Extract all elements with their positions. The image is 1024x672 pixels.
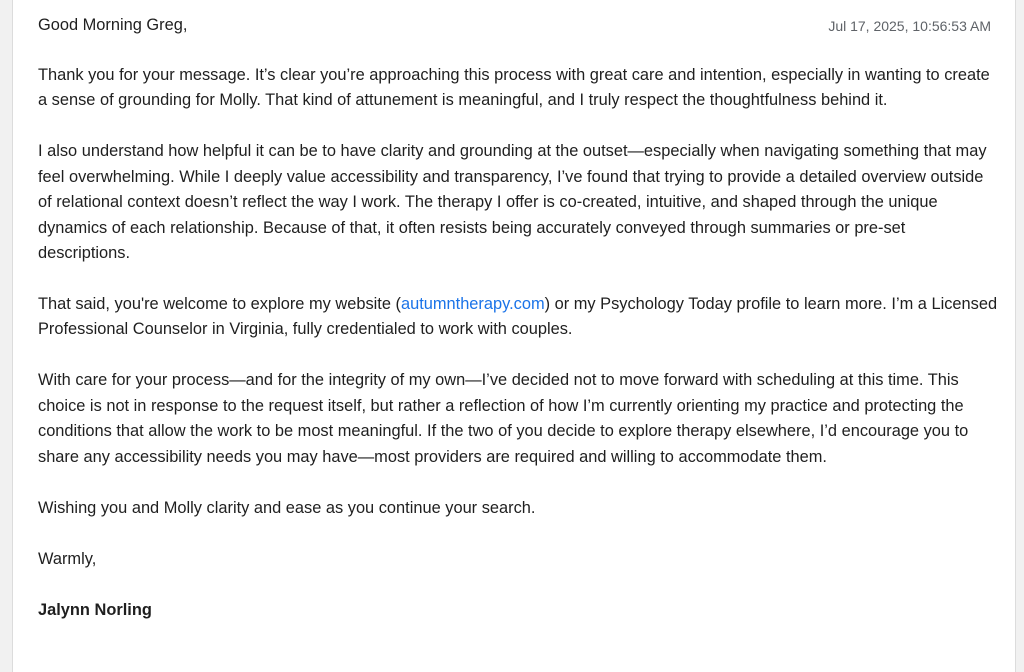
- website-link[interactable]: autumntherapy.com: [400, 295, 545, 314]
- paragraph-decision: With care for your process—and for the integrity of my own—I’ve decided not to move forward with scheduling at this time. This choice is not in response to the request itself, but rather a reflection of how I’m currently orienting my practice and protecting the conditions that allow the work to be most meaningful. If the two of you decide to explore therapy elsewhere, I’d encourage you to share any accessibility needs you may have—most providers are required and willing to accommodate them.: [38, 371, 969, 466]
- paragraph-website-text-end: ) or my Psychology Today profile to learn more. I’m a Licensed Professional Counselor in Virginia, fully credentialed to work with couples.: [38, 295, 998, 339]
- closing-text: Warmly,: [38, 549, 97, 568]
- signature-name: Jalynn Norling: [38, 600, 152, 619]
- paragraph-approach: I also understand how helpful it can be to have clarity and grounding at the outset—especially when navigating something that may feel overwhelming. While I deeply value accessibility and transparency, I’ve found that trying to provide a detailed overview outside of relational context doesn’t reflect the way I work. The therapy I offer is co-created, intuitive, and shaped through the unique dynamics of each relationship. Because of that, it often resists being accurately conveyed through summaries or pre-set descriptions.: [38, 142, 987, 263]
- email-message: [12, 0, 1016, 672]
- greeting-text: Good Morning Greg,: [38, 16, 188, 34]
- paragraph-thanks: Thank you for your message. It’s clear you’re approaching this process with great care and intention, especially in wanting to create a sense of grounding for Molly. That kind of attunement is meaningful, and I truly respect the thoughtfulness behind it.: [38, 66, 990, 110]
- email-body: [38, 63, 998, 649]
- paragraph-website: [38, 292, 998, 343]
- email-header: [38, 12, 991, 38]
- paragraph-wishes: Wishing you and Molly clarity and ease as you continue your search.: [38, 498, 536, 517]
- email-timestamp: Jul 17, 2025, 10:56:53 AM: [828, 18, 991, 34]
- paragraph-website-text-start: That said, you're welcome to explore my website (: [38, 295, 401, 314]
